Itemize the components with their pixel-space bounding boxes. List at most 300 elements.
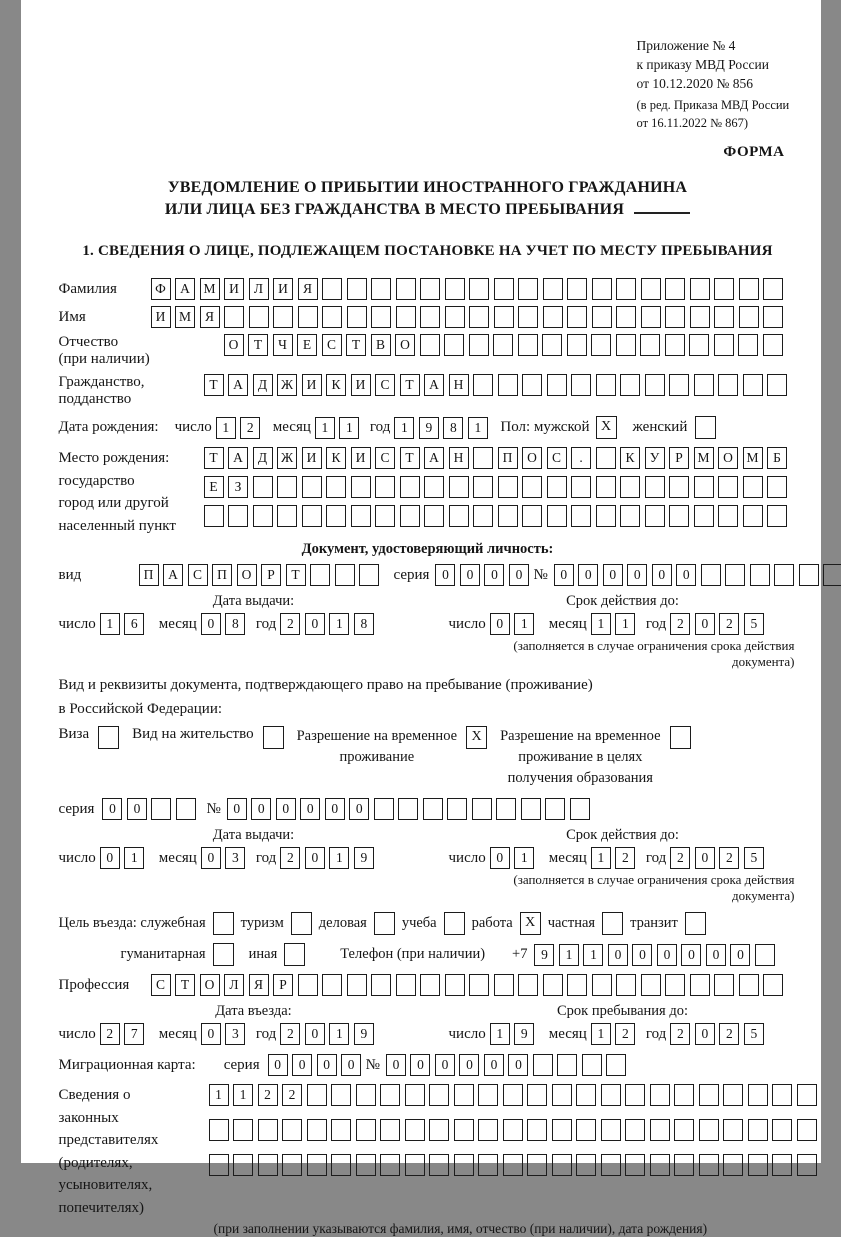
form-cell[interactable]: [380, 1084, 400, 1106]
form-cell[interactable]: 0: [305, 613, 325, 635]
form-cell[interactable]: [543, 306, 563, 328]
form-cell[interactable]: [209, 1154, 229, 1176]
form-cell[interactable]: [322, 974, 342, 996]
form-cell[interactable]: [625, 1119, 645, 1141]
form-cell[interactable]: [420, 278, 440, 300]
doc-issue-month-cells[interactable]: [201, 613, 250, 635]
form-cell[interactable]: 0: [484, 1054, 504, 1076]
form-cell[interactable]: [498, 374, 518, 396]
form-cell[interactable]: [326, 476, 346, 498]
form-cell[interactable]: 0: [341, 1054, 361, 1076]
form-cell[interactable]: [571, 374, 591, 396]
purpose-humanitarian-checkbox[interactable]: [213, 943, 234, 966]
form-cell[interactable]: [291, 912, 312, 935]
form-cell[interactable]: К: [326, 374, 346, 396]
permit-valid-year-cells[interactable]: [670, 847, 768, 869]
form-cell[interactable]: У: [645, 447, 665, 469]
form-cell[interactable]: [650, 1084, 670, 1106]
doc-number-cells[interactable]: [554, 564, 841, 586]
form-cell[interactable]: [445, 306, 465, 328]
form-cell[interactable]: 5: [744, 613, 764, 635]
form-cell[interactable]: .: [571, 447, 591, 469]
form-cell[interactable]: 6: [124, 613, 144, 635]
form-cell[interactable]: 0: [102, 798, 122, 820]
form-cell[interactable]: [567, 306, 587, 328]
form-cell[interactable]: 0: [100, 847, 120, 869]
form-cell[interactable]: [405, 1119, 425, 1141]
migcard-series-cells[interactable]: [268, 1054, 366, 1076]
form-cell[interactable]: [233, 1119, 253, 1141]
form-cell[interactable]: [799, 564, 819, 586]
form-cell[interactable]: [444, 334, 464, 356]
form-cell[interactable]: И: [351, 447, 371, 469]
form-cell[interactable]: Р: [261, 564, 281, 586]
form-cell[interactable]: [596, 447, 616, 469]
form-cell[interactable]: [739, 974, 759, 996]
form-cell[interactable]: 1: [559, 944, 579, 966]
form-cell[interactable]: 0: [657, 944, 677, 966]
form-cell[interactable]: [284, 943, 305, 966]
form-cell[interactable]: 0: [484, 564, 504, 586]
form-cell[interactable]: [674, 1154, 694, 1176]
form-cell[interactable]: [298, 974, 318, 996]
form-cell[interactable]: X: [596, 416, 617, 439]
form-cell[interactable]: М: [175, 306, 195, 328]
permit-valid-day-cells[interactable]: [490, 847, 539, 869]
form-cell[interactable]: [723, 1154, 743, 1176]
form-cell[interactable]: [302, 505, 322, 527]
form-cell[interactable]: [331, 1154, 351, 1176]
form-cell[interactable]: [209, 1119, 229, 1141]
form-cell[interactable]: А: [163, 564, 183, 586]
form-cell[interactable]: [723, 1119, 743, 1141]
form-cell[interactable]: 1: [233, 1084, 253, 1106]
form-cell[interactable]: [356, 1154, 376, 1176]
form-cell[interactable]: [322, 306, 342, 328]
form-cell[interactable]: [567, 278, 587, 300]
representatives-row1-cells[interactable]: [209, 1084, 822, 1106]
form-cell[interactable]: [718, 374, 738, 396]
form-cell[interactable]: [282, 1154, 302, 1176]
form-cell[interactable]: [650, 1154, 670, 1176]
form-cell[interactable]: [375, 476, 395, 498]
form-cell[interactable]: [602, 912, 623, 935]
form-cell[interactable]: [429, 1154, 449, 1176]
form-cell[interactable]: 3: [225, 847, 245, 869]
form-cell[interactable]: [398, 798, 418, 820]
form-cell[interactable]: [356, 1084, 376, 1106]
surname-cells[interactable]: [151, 278, 788, 300]
citizenship-cells[interactable]: [204, 374, 792, 396]
birthplace-row3-cells[interactable]: [204, 505, 792, 527]
form-cell[interactable]: [690, 278, 710, 300]
form-cell[interactable]: [739, 278, 759, 300]
form-cell[interactable]: [371, 974, 391, 996]
form-cell[interactable]: 1: [100, 613, 120, 635]
form-cell[interactable]: М: [694, 447, 714, 469]
form-cell[interactable]: [743, 476, 763, 498]
form-cell[interactable]: М: [743, 447, 763, 469]
form-cell[interactable]: 0: [276, 798, 296, 820]
form-cell[interactable]: [547, 505, 567, 527]
form-cell[interactable]: Я: [298, 278, 318, 300]
form-cell[interactable]: 2: [719, 847, 739, 869]
form-cell[interactable]: [469, 278, 489, 300]
form-cell[interactable]: [277, 476, 297, 498]
form-cell[interactable]: Ж: [277, 447, 297, 469]
form-cell[interactable]: Н: [449, 374, 469, 396]
representatives-row2-cells[interactable]: [209, 1119, 822, 1141]
form-cell[interactable]: 2: [670, 847, 690, 869]
form-cell[interactable]: А: [424, 374, 444, 396]
form-cell[interactable]: [521, 798, 541, 820]
form-cell[interactable]: [743, 505, 763, 527]
form-cell[interactable]: М: [200, 278, 220, 300]
form-cell[interactable]: 1: [329, 847, 349, 869]
form-cell[interactable]: [356, 1119, 376, 1141]
form-cell[interactable]: 9: [534, 944, 554, 966]
entry-month-cells[interactable]: [201, 1023, 250, 1045]
form-cell[interactable]: [253, 505, 273, 527]
form-cell[interactable]: К: [326, 447, 346, 469]
form-cell[interactable]: 0: [490, 847, 510, 869]
form-cell[interactable]: [498, 476, 518, 498]
form-cell[interactable]: [547, 476, 567, 498]
representatives-row3-cells[interactable]: [209, 1154, 822, 1176]
form-cell[interactable]: П: [139, 564, 159, 586]
form-cell[interactable]: [763, 278, 783, 300]
form-cell[interactable]: [763, 334, 783, 356]
form-cell[interactable]: 1: [468, 417, 488, 439]
form-cell[interactable]: И: [302, 447, 322, 469]
form-cell[interactable]: [454, 1084, 474, 1106]
form-cell[interactable]: [522, 476, 542, 498]
patronymic-cells[interactable]: [224, 334, 788, 356]
form-cell[interactable]: В: [371, 334, 391, 356]
form-cell[interactable]: [592, 278, 612, 300]
form-cell[interactable]: [743, 374, 763, 396]
form-cell[interactable]: [527, 1154, 547, 1176]
form-cell[interactable]: 0: [578, 564, 598, 586]
form-cell[interactable]: 0: [300, 798, 320, 820]
form-cell[interactable]: 0: [695, 1023, 715, 1045]
form-cell[interactable]: [616, 974, 636, 996]
doc-type-cells[interactable]: [139, 564, 384, 586]
form-cell[interactable]: 9: [354, 1023, 374, 1045]
form-cell[interactable]: [616, 334, 636, 356]
form-cell[interactable]: [447, 798, 467, 820]
visa-checkbox[interactable]: [98, 726, 119, 749]
form-cell[interactable]: [380, 1154, 400, 1176]
form-cell[interactable]: [557, 1054, 577, 1076]
form-cell[interactable]: 0: [627, 564, 647, 586]
form-cell[interactable]: [478, 1119, 498, 1141]
birth-year-cells[interactable]: [394, 417, 492, 439]
form-cell[interactable]: [151, 798, 171, 820]
form-cell[interactable]: [307, 1084, 327, 1106]
form-cell[interactable]: [98, 726, 119, 749]
form-cell[interactable]: [616, 278, 636, 300]
purpose-other-checkbox[interactable]: [284, 943, 305, 966]
form-cell[interactable]: [695, 416, 716, 439]
form-cell[interactable]: [596, 374, 616, 396]
form-cell[interactable]: О: [718, 447, 738, 469]
form-cell[interactable]: [302, 476, 322, 498]
form-cell[interactable]: Я: [249, 974, 269, 996]
entry-day-cells[interactable]: [100, 1023, 149, 1045]
form-cell[interactable]: [478, 1154, 498, 1176]
form-cell[interactable]: [445, 278, 465, 300]
form-cell[interactable]: [774, 564, 794, 586]
form-cell[interactable]: [625, 1084, 645, 1106]
form-cell[interactable]: Ф: [151, 278, 171, 300]
form-cell[interactable]: [797, 1084, 817, 1106]
form-cell[interactable]: [689, 334, 709, 356]
form-cell[interactable]: И: [151, 306, 171, 328]
form-cell[interactable]: [665, 974, 685, 996]
form-cell[interactable]: [374, 912, 395, 935]
form-cell[interactable]: [429, 1119, 449, 1141]
purpose-study-checkbox[interactable]: [444, 912, 465, 935]
form-cell[interactable]: [473, 476, 493, 498]
form-cell[interactable]: [396, 306, 416, 328]
form-cell[interactable]: 0: [317, 1054, 337, 1076]
form-cell[interactable]: [748, 1154, 768, 1176]
form-cell[interactable]: [601, 1119, 621, 1141]
form-cell[interactable]: Б: [767, 447, 787, 469]
form-cell[interactable]: 3: [225, 1023, 245, 1045]
purpose-business-checkbox[interactable]: [374, 912, 395, 935]
form-cell[interactable]: [699, 1084, 719, 1106]
temp-permit-edu-checkbox[interactable]: [670, 726, 691, 749]
purpose-private-checkbox[interactable]: [602, 912, 623, 935]
form-cell[interactable]: [213, 912, 234, 935]
form-cell[interactable]: [772, 1154, 792, 1176]
form-cell[interactable]: [424, 476, 444, 498]
form-cell[interactable]: [674, 1119, 694, 1141]
form-cell[interactable]: [571, 476, 591, 498]
form-cell[interactable]: [748, 1084, 768, 1106]
form-cell[interactable]: [347, 974, 367, 996]
form-cell[interactable]: 0: [201, 847, 221, 869]
permit-issue-month-cells[interactable]: [201, 847, 250, 869]
form-cell[interactable]: 0: [695, 613, 715, 635]
form-cell[interactable]: [503, 1119, 523, 1141]
doc-issue-year-cells[interactable]: [280, 613, 378, 635]
purpose-transit-checkbox[interactable]: [685, 912, 706, 935]
form-cell[interactable]: [533, 1054, 553, 1076]
form-cell[interactable]: 8: [225, 613, 245, 635]
form-cell[interactable]: 5: [744, 1023, 764, 1045]
form-cell[interactable]: [723, 1084, 743, 1106]
form-cell[interactable]: [694, 476, 714, 498]
form-cell[interactable]: [669, 374, 689, 396]
form-cell[interactable]: Н: [449, 447, 469, 469]
form-cell[interactable]: [592, 974, 612, 996]
form-cell[interactable]: [718, 505, 738, 527]
form-cell[interactable]: 0: [632, 944, 652, 966]
form-cell[interactable]: [641, 306, 661, 328]
form-cell[interactable]: И: [302, 374, 322, 396]
form-cell[interactable]: [496, 798, 516, 820]
form-cell[interactable]: [823, 564, 841, 586]
form-cell[interactable]: [738, 334, 758, 356]
permit-series-cells[interactable]: [102, 798, 200, 820]
form-cell[interactable]: [258, 1119, 278, 1141]
form-cell[interactable]: 2: [282, 1084, 302, 1106]
form-cell[interactable]: [552, 1154, 572, 1176]
form-cell[interactable]: 0: [509, 564, 529, 586]
permit-number-cells[interactable]: [227, 798, 595, 820]
form-cell[interactable]: [714, 974, 734, 996]
form-cell[interactable]: [282, 1119, 302, 1141]
form-cell[interactable]: Т: [346, 334, 366, 356]
form-cell[interactable]: [669, 476, 689, 498]
entry-year-cells[interactable]: [280, 1023, 378, 1045]
form-cell[interactable]: 1: [394, 417, 414, 439]
form-cell[interactable]: О: [237, 564, 257, 586]
purpose-work-checkbox[interactable]: [520, 912, 541, 935]
form-cell[interactable]: Л: [224, 974, 244, 996]
form-cell[interactable]: И: [224, 278, 244, 300]
form-cell[interactable]: [645, 505, 665, 527]
form-cell[interactable]: [665, 334, 685, 356]
form-cell[interactable]: 1: [615, 613, 635, 635]
form-cell[interactable]: [424, 505, 444, 527]
form-cell[interactable]: [620, 505, 640, 527]
migcard-number-cells[interactable]: [386, 1054, 631, 1076]
form-cell[interactable]: [772, 1084, 792, 1106]
form-cell[interactable]: 2: [240, 417, 260, 439]
form-cell[interactable]: 0: [603, 564, 623, 586]
form-cell[interactable]: Д: [253, 447, 273, 469]
form-cell[interactable]: [670, 726, 691, 749]
phone-cells[interactable]: [534, 944, 779, 966]
form-cell[interactable]: [494, 278, 514, 300]
form-cell[interactable]: 2: [280, 1023, 300, 1045]
form-cell[interactable]: 0: [268, 1054, 288, 1076]
form-cell[interactable]: [307, 1119, 327, 1141]
form-cell[interactable]: 2: [100, 1023, 120, 1045]
form-cell[interactable]: [718, 476, 738, 498]
form-cell[interactable]: С: [322, 334, 342, 356]
form-cell[interactable]: [322, 278, 342, 300]
form-cell[interactable]: 1: [514, 847, 534, 869]
form-cell[interactable]: С: [188, 564, 208, 586]
form-cell[interactable]: 0: [459, 1054, 479, 1076]
form-cell[interactable]: 0: [251, 798, 271, 820]
temp-permit-checkbox[interactable]: [466, 726, 487, 749]
form-cell[interactable]: Т: [204, 447, 224, 469]
form-cell[interactable]: [701, 564, 721, 586]
form-cell[interactable]: [591, 334, 611, 356]
form-cell[interactable]: З: [228, 476, 248, 498]
form-cell[interactable]: [714, 306, 734, 328]
form-cell[interactable]: [567, 974, 587, 996]
residence-permit-checkbox[interactable]: [263, 726, 284, 749]
form-cell[interactable]: [797, 1119, 817, 1141]
form-cell[interactable]: 2: [615, 1023, 635, 1045]
form-cell[interactable]: 0: [608, 944, 628, 966]
form-cell[interactable]: [326, 505, 346, 527]
form-cell[interactable]: [576, 1084, 596, 1106]
form-cell[interactable]: [310, 564, 330, 586]
form-cell[interactable]: X: [520, 912, 541, 935]
form-cell[interactable]: 0: [435, 1054, 455, 1076]
form-cell[interactable]: [493, 334, 513, 356]
form-cell[interactable]: Ч: [273, 334, 293, 356]
form-cell[interactable]: 2: [670, 613, 690, 635]
form-cell[interactable]: [694, 505, 714, 527]
purpose-tourism-checkbox[interactable]: [291, 912, 312, 935]
form-cell[interactable]: [444, 912, 465, 935]
form-cell[interactable]: Т: [286, 564, 306, 586]
form-cell[interactable]: О: [395, 334, 415, 356]
form-cell[interactable]: [797, 1154, 817, 1176]
form-cell[interactable]: [601, 1084, 621, 1106]
form-cell[interactable]: [570, 798, 590, 820]
form-cell[interactable]: [347, 278, 367, 300]
form-cell[interactable]: [331, 1084, 351, 1106]
doc-valid-month-cells[interactable]: [591, 613, 640, 635]
form-cell[interactable]: [396, 278, 416, 300]
form-cell[interactable]: 0: [435, 564, 455, 586]
form-cell[interactable]: [767, 374, 787, 396]
form-cell[interactable]: 1: [591, 613, 611, 635]
form-cell[interactable]: 0: [127, 798, 147, 820]
form-cell[interactable]: [685, 912, 706, 935]
form-cell[interactable]: Т: [400, 374, 420, 396]
form-cell[interactable]: [518, 974, 538, 996]
form-cell[interactable]: [606, 1054, 626, 1076]
form-cell[interactable]: [665, 306, 685, 328]
form-cell[interactable]: Я: [200, 306, 220, 328]
form-cell[interactable]: [543, 278, 563, 300]
form-cell[interactable]: О: [200, 974, 220, 996]
form-cell[interactable]: [420, 974, 440, 996]
form-cell[interactable]: [518, 278, 538, 300]
form-cell[interactable]: [592, 306, 612, 328]
form-cell[interactable]: [503, 1084, 523, 1106]
form-cell[interactable]: [258, 1154, 278, 1176]
form-cell[interactable]: 0: [490, 613, 510, 635]
form-cell[interactable]: 9: [354, 847, 374, 869]
form-cell[interactable]: [347, 306, 367, 328]
form-cell[interactable]: [249, 306, 269, 328]
form-cell[interactable]: [601, 1154, 621, 1176]
form-cell[interactable]: Р: [669, 447, 689, 469]
form-cell[interactable]: 1: [490, 1023, 510, 1045]
form-cell[interactable]: 2: [258, 1084, 278, 1106]
form-cell[interactable]: 0: [201, 613, 221, 635]
form-cell[interactable]: [522, 374, 542, 396]
doc-valid-year-cells[interactable]: [670, 613, 768, 635]
form-cell[interactable]: [650, 1119, 670, 1141]
form-cell[interactable]: [374, 798, 394, 820]
form-cell[interactable]: О: [224, 334, 244, 356]
form-cell[interactable]: 1: [209, 1084, 229, 1106]
form-cell[interactable]: [400, 476, 420, 498]
form-cell[interactable]: [690, 306, 710, 328]
form-cell[interactable]: 2: [719, 613, 739, 635]
purpose-official-checkbox[interactable]: [213, 912, 234, 935]
form-cell[interactable]: [335, 564, 355, 586]
form-cell[interactable]: П: [212, 564, 232, 586]
form-cell[interactable]: [176, 798, 196, 820]
form-cell[interactable]: [371, 306, 391, 328]
form-cell[interactable]: [420, 334, 440, 356]
form-cell[interactable]: [469, 334, 489, 356]
